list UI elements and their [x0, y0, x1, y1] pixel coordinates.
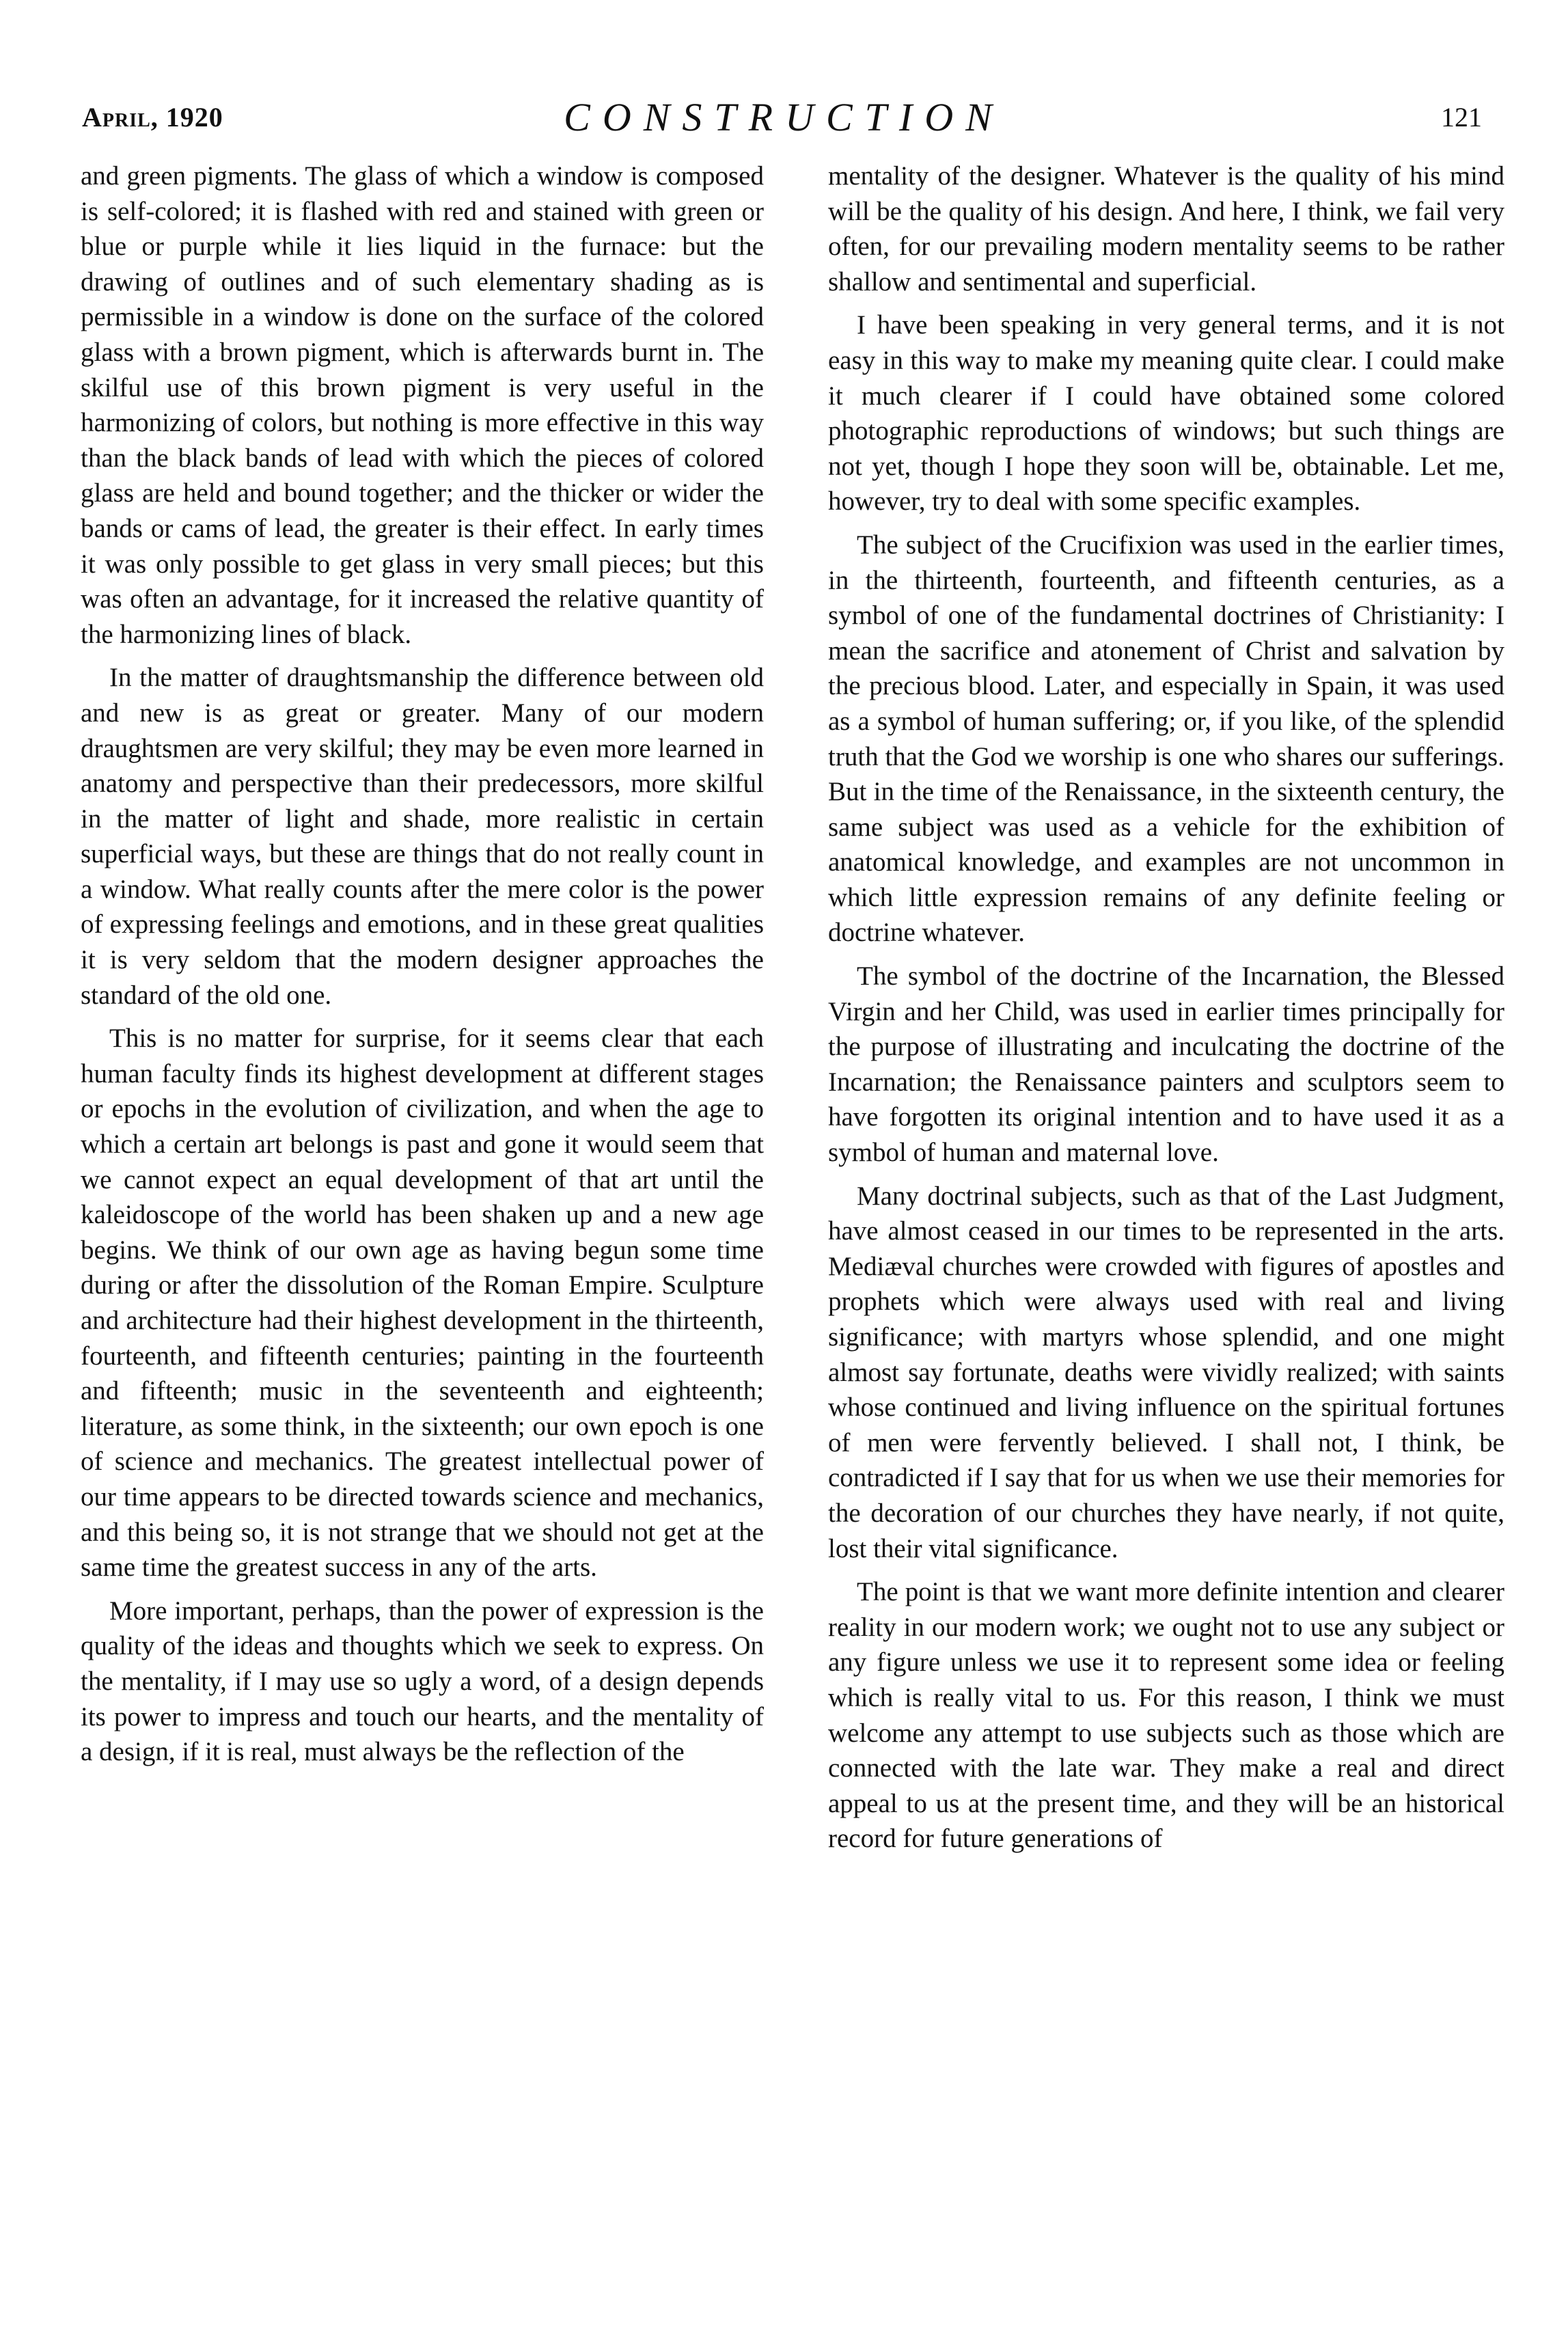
journal-title: CONSTRUCTION: [564, 95, 1004, 139]
paragraph: I have been speaking in very general terms, and it is not easy in this way to make my meaning quite clear. I could make it much clearer if I could have obtained some colored photographic reproductions of windows; but such things are not yet, though I hope they soon will be, obtainable. Let me, however, try to deal with some specific examples.: [828, 310, 1504, 517]
paragraph: In the matter of draughtsmanship the difference between old and new is as great or greater. Many of our modern draughtsmen are very skilful; they may be even more learned in anatomy and perspective than their predecessors, more skilful in the matter of light and shade, more realistic in certain superficial ways, but these are things that do not really count in a window. What really counts after the mere color is the power of expressing feelings and emotions, and in these great qualities it is very seldom that the modern designer approaches the standard of the old one.: [81, 663, 764, 1010]
paragraph: The symbol of the doctrine of the Incarnation, the Blessed Virgin and her Child, was used in earlier times principally for the purpose of illustrating and inculcating the doctrine of the Incarnation; the Renaissance painters and sculptors seem to have forgotten its original intention and to have used it as a symbol of human and maternal love.: [828, 961, 1504, 1168]
page-number: 121: [1441, 102, 1482, 133]
issue-date: April, 1920: [82, 102, 223, 133]
right-column: [828, 159, 1504, 1865]
paragraph: This is no matter for surprise, for it seems clear that each human faculty finds its highest development at different stages or epochs in the evolution of civilization, and when the age to which a certain art belongs is past and gone it would seem that we cannot expect an equal development of that art until the kaleidoscope of the world has been shaken up and a new age begins. We think of our own age as having begun some time during or after the dissolution of the Roman Empire. Sculpture and architecture had their highest development in the thirteenth, fourteenth, and fifteenth centuries; painting in the fourteenth and fifteenth; music in the seventeenth and eighteenth; literature, as some think, in the sixteenth; our own epoch is one of science and mechanics. The greatest intellectual power of our time appears to be directed towards science and mechanics, and this being so, it is not strange that we should not get at the same time the greatest success in any of the arts.: [81, 1024, 764, 1583]
running-header: [81, 94, 1487, 142]
left-column: [81, 159, 764, 1778]
paragraph: The point is that we want more definite intention and clearer reality in our modern work; we ought not to use any subject or any figure unless we use it to represent some idea or feeling which is really vital to us. For this reason, I think we must welcome any attempt to use subjects such as those which are connected with the late war. They make a real and direct appeal to us at the present time, and they will be an historical record for future generations of: [828, 1577, 1504, 1854]
paragraph: and green pigments. The glass of which a window is composed is self-colored; it is flashed with red and stained with green or blue or purple while it lies liquid in the furnace: but the drawing of outlines and of such elementary shading as is permissible in a window is done on the surface of the colored glass with a brown pigment, which is afterwards burnt in. The skilful use of this brown pigment is very useful in the harmonizing of colors, but nothing is more effective in this way than the black bands of lead with which the pieces of colored glass are held and bound together; and the thicker or wider the bands or cams of lead, the greater is their effect. In early times it was only possible to get glass in very small pieces; but this was often an advantage, for it increased the relative quantity of the harmonizing lines of black.: [81, 161, 764, 649]
paragraph: mentality of the designer. Whatever is the quality of his mind will be the quality of his design. And here, I think, we fail very often, for our prevailing modern mentality seems to be rather shallow and sentimental and superficial.: [828, 161, 1504, 297]
paragraph: More important, perhaps, than the power of expression is the quality of the ideas and thoughts which we seek to express. On the mentality, if I may use so ugly a word, of a design depends its power to impress and touch our hearts, and the mentality of a design, if it is real, must always be the reflection of the: [81, 1596, 764, 1767]
paragraph: Many doctrinal subjects, such as that of the Last Judgment, have almost ceased in our times to be represented in the arts. Mediæval churches were crowded with figures of apostles and prophets which were always used with real and living significance; with martyrs whose splendid, and one might almost say fortunate, deaths were vividly realized; with saints whose continued and living influence on the spiritual fortunes of men were fervently believed. I shall not, I think, be contradicted if I say that for us when we use their memories for the decoration of our churches they have nearly, if not quite, lost their vital significance.: [828, 1181, 1504, 1563]
paragraph: The subject of the Crucifixion was used in the earlier times, in the thirteenth, fourteenth, and fifteenth centuries, as a symbol of one of the fundamental doctrines of Christianity: I mean the sacrifice and atonement of Christ and salvation by the precious blood. Later, and especially in Spain, it was used as a symbol of human suffering; or, if you like, of the splendid truth that the God we worship is one who shares our sufferings. But in the time of the Renaissance, in the sixteenth century, the same subject was used as a vehicle for the exhibition of anatomical knowledge, and examples are not uncommon in which little expression remains of any definite feeling or doctrine whatever.: [828, 530, 1504, 948]
